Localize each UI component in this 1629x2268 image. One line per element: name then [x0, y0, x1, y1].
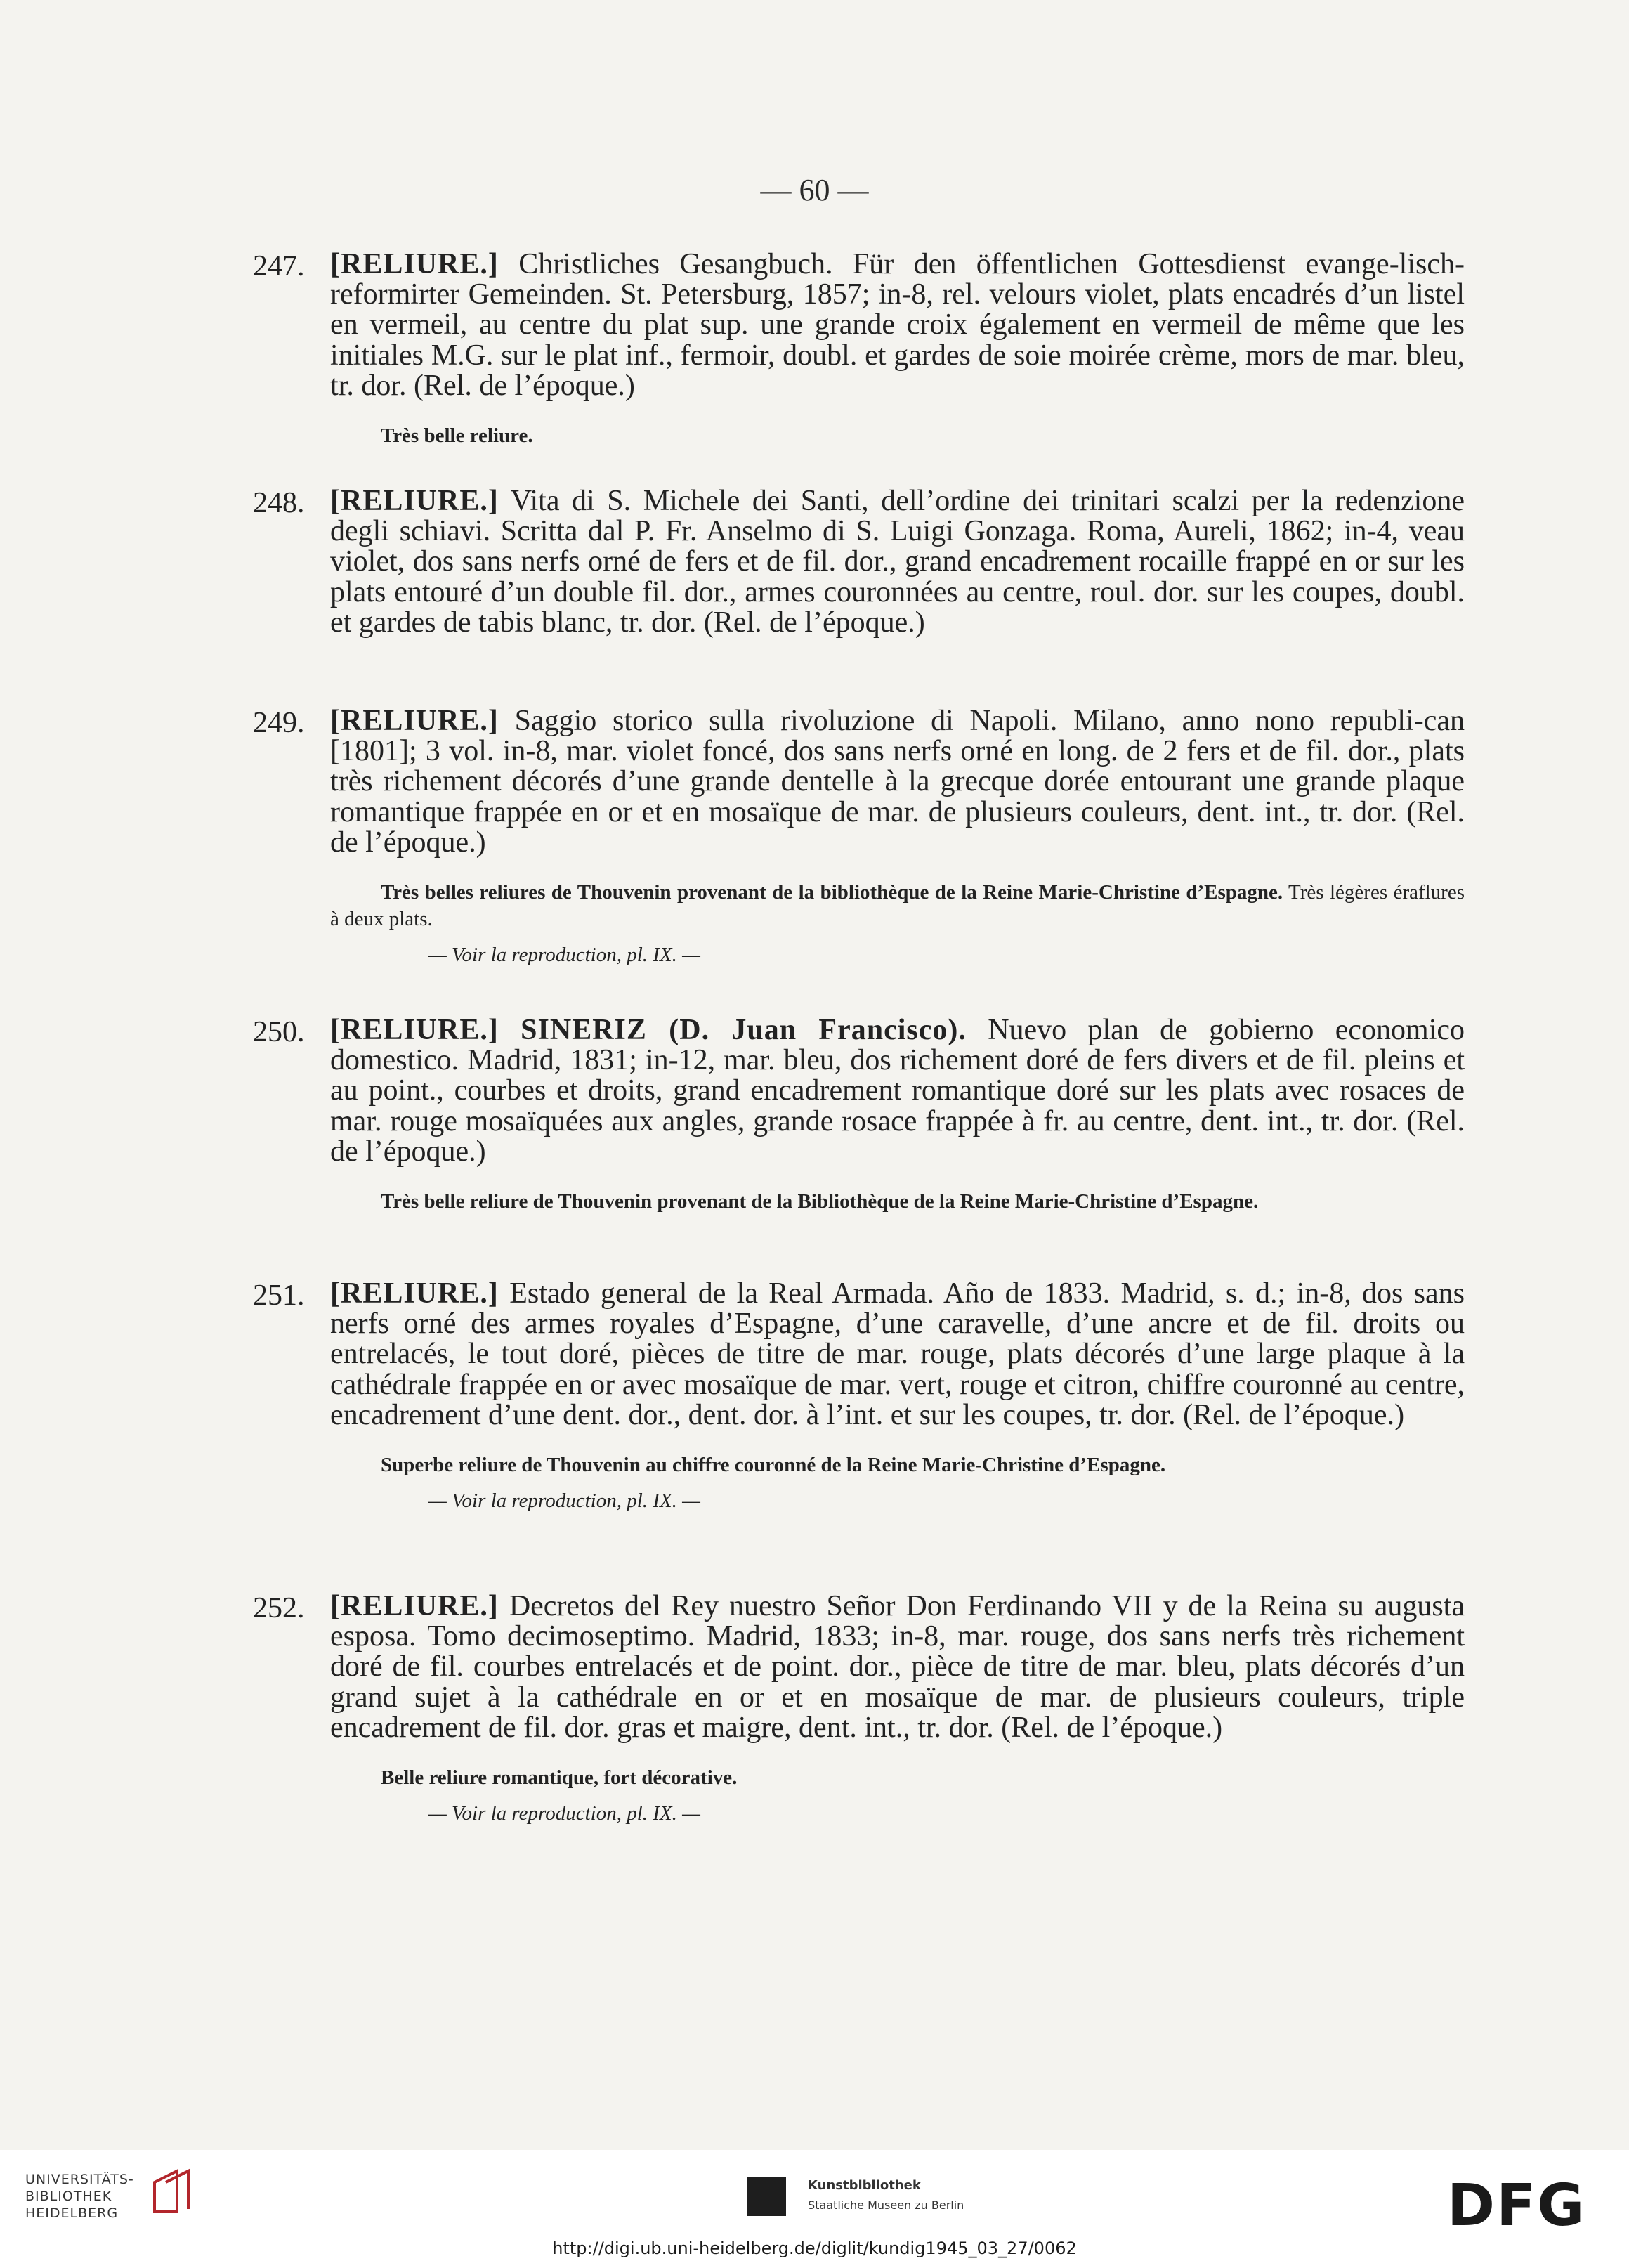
permalink-url[interactable]: http://digi.ub.uni-heidelberg.de/diglit/kundig1945_03_27/0062: [552, 2238, 1077, 2258]
catalog-entry-249: [253, 705, 1465, 967]
entry-heading: [RELIURE.]: [330, 1277, 499, 1310]
entry-body: Christliches Gesangbuch. Für den öffentlichen Gottesdienst evange-lisch-reformirter Gemeinden. St. Petersburg, 1857; in-8, rel. velours violet, plats encadrés d’un listel en vermeil, au centre du plat sup. une grande croix également en vermeil de même que les initiales M.G. sur le plat inf., fermoir, doubl. et gardes de soie moirée crème, mors de mar. bleu, tr. dor. (Rel. de l’époque.): [330, 248, 1465, 402]
see-reproduction-text: — Voir la reproduction, pl. IX. —: [428, 944, 700, 967]
entry-number: 247.: [253, 250, 305, 282]
see-reproduction-text: — Voir la reproduction, pl. IX. —: [428, 1802, 700, 1825]
kunstbibliothek-logo-text[interactable]: [808, 2178, 964, 2212]
entry-heading: [RELIURE.]: [330, 485, 499, 517]
dfg-logo[interactable]: DFG: [1447, 2172, 1586, 2239]
entry-heading: [RELIURE.]: [330, 705, 499, 737]
see-reproduction: [281, 1490, 1465, 1513]
entry-heading: [RELIURE.]: [330, 248, 499, 280]
entry-note: [281, 1764, 1465, 1791]
entry-note: [281, 1452, 1465, 1478]
entry-number: 252.: [253, 1592, 305, 1624]
page-number: — 60 —: [760, 173, 869, 207]
kunstbibliothek-title: Kunstbibliothek: [808, 2178, 921, 2193]
note-bold: Très belles reliures de Thouvenin provenant de la bibliothèque de la Reine Marie-Christine d’Espagne.: [381, 881, 1283, 904]
note-bold: Belle reliure romantique, fort décorative.: [381, 1766, 738, 1790]
catalog-entry-248: [253, 485, 1465, 639]
ub-line-3: HEIDELBERG: [25, 2205, 119, 2221]
entry-body: Vita di S. Michele dei Santi, dell’ordine dei trinitari scalzi per la redenzione degli schiavi. Scritta dal P. Fr. Anselmo di S. Luigi Gonzaga. Roma, Aureli, 1862; in-4, veau violet, dos sans nerfs orné de fers et de fil. dor., grand encadrement rocaille frappé en or sur les plats entouré d’un double fil. dor., armes couronnées au centre, roul. dor. sur les coupes, doubl. et gardes de tabis blanc, tr. dor. (Rel. de l’époque.): [330, 485, 1465, 639]
entry-body: Nuevo plan de gobierno economico domestico. Madrid, 1831; in-12, mar. bleu, dos richement doré de fers divers et de fil. pleins et au point., courbes et droits, grand encadrement romantique doré sur les plats avec rosaces de mar. rouge mosaïquées aux angles, grande rosace frappée à fr. au centre, dent. int., tr. dor. (Rel. de l’époque.): [330, 1014, 1465, 1168]
note-bold: Très belle reliure.: [381, 424, 533, 448]
entry-description: [281, 486, 1465, 638]
kunstbibliothek-subtitle: Staatliche Museen zu Berlin: [808, 2198, 964, 2212]
see-reproduction-text: — Voir la reproduction, pl. IX. —: [428, 1490, 700, 1513]
note-bold: Très belle reliure de Thouvenin provenant de la Bibliothèque de la Reine Marie-Christine d’Espagne.: [381, 1190, 1259, 1213]
entry-number: 251.: [253, 1279, 305, 1312]
entry-note: [281, 1188, 1465, 1215]
entry-description: [281, 249, 1465, 401]
entry-description: [281, 706, 1465, 858]
entry-body: Decretos del Rey nuestro Señor Don Ferdinando VII y de la Reina su augusta esposa. Tomo decimoseptimo. Madrid, 1833; in-8, mar. rouge, dos sans nerfs très richement doré de fil. courbes entrelacés et de point. dor., pièce de titre de mar. bleu, plats décorés d’un grand sujet à la cathédrale en or et en mosaïque de mar. de plusieurs couleurs, triple encadrement de fil. dor. gras et maigre, dent. int., tr. dor. (Rel. de l’époque.): [330, 1590, 1465, 1744]
entry-body: Saggio storico sulla rivoluzione di Napoli. Milano, anno nono republi-can [1801]; 3 vol. in-8, mar. violet foncé, dos sans nerfs orné en long. de 2 fers et de fil. dor., plats très richement décorés d’une grande dentelle à la grecque dorée entourant une grande plaque romantique frappée en or et en mosaïque de mar. de plusieurs couleurs, dent. int., tr. dor. (Rel. de l’époque.): [330, 705, 1465, 859]
entry-number: 249.: [253, 707, 305, 739]
note-rest: Très légères éraflures à deux plats.: [330, 881, 1465, 931]
catalog-entry-252: [253, 1590, 1465, 1825]
ub-line-1: UNIVERSITÄTS-: [25, 2172, 134, 2187]
entry-note: [281, 879, 1465, 932]
note-bold: Superbe reliure de Thouvenin au chiffre couronné de la Reine Marie-Christine d’Espagne.: [381, 1454, 1166, 1477]
ub-line-2: BIBLIOTHEK: [25, 2189, 112, 2204]
ub-heidelberg-logo-icon[interactable]: [149, 2167, 198, 2216]
entry-number: 250.: [253, 1016, 305, 1048]
see-reproduction: [281, 1802, 1465, 1825]
entry-description: [281, 1015, 1465, 1167]
catalog-entry-247: [253, 248, 1465, 449]
entry-note: [281, 422, 1465, 449]
entry-heading: [RELIURE.]: [330, 1590, 499, 1622]
see-reproduction: [281, 944, 1465, 967]
entry-description: [281, 1591, 1465, 1743]
catalog-entry-251: [253, 1277, 1465, 1513]
ub-heidelberg-logo-text[interactable]: [25, 2171, 134, 2222]
catalog-entry-250: [253, 1014, 1465, 1215]
kunstbibliothek-logo-icon[interactable]: [747, 2177, 786, 2216]
entry-description: [281, 1279, 1465, 1430]
entry-heading: [RELIURE.] SINERIZ (D. Juan Francisco).: [330, 1014, 967, 1046]
entry-number: 248.: [253, 487, 305, 519]
entry-body: Estado general de la Real Armada. Año de 1833. Madrid, s. d.; in-8, dos sans nerfs orné des armes royales d’Espagne, d’une caravelle, d’une ancre et de fil. droits ou entrelacés, le tout doré, pièces de titre de mar. rouge, plats décorés d’une large plaque à la cathédrale frappée en or avec mosaïque de mar. vert, rouge et citron, chiffre couronné au centre, encadrement d’une dent. dor., dent. dor. à l’int. et sur les coupes, tr. dor. (Rel. de l’époque.): [330, 1277, 1465, 1431]
